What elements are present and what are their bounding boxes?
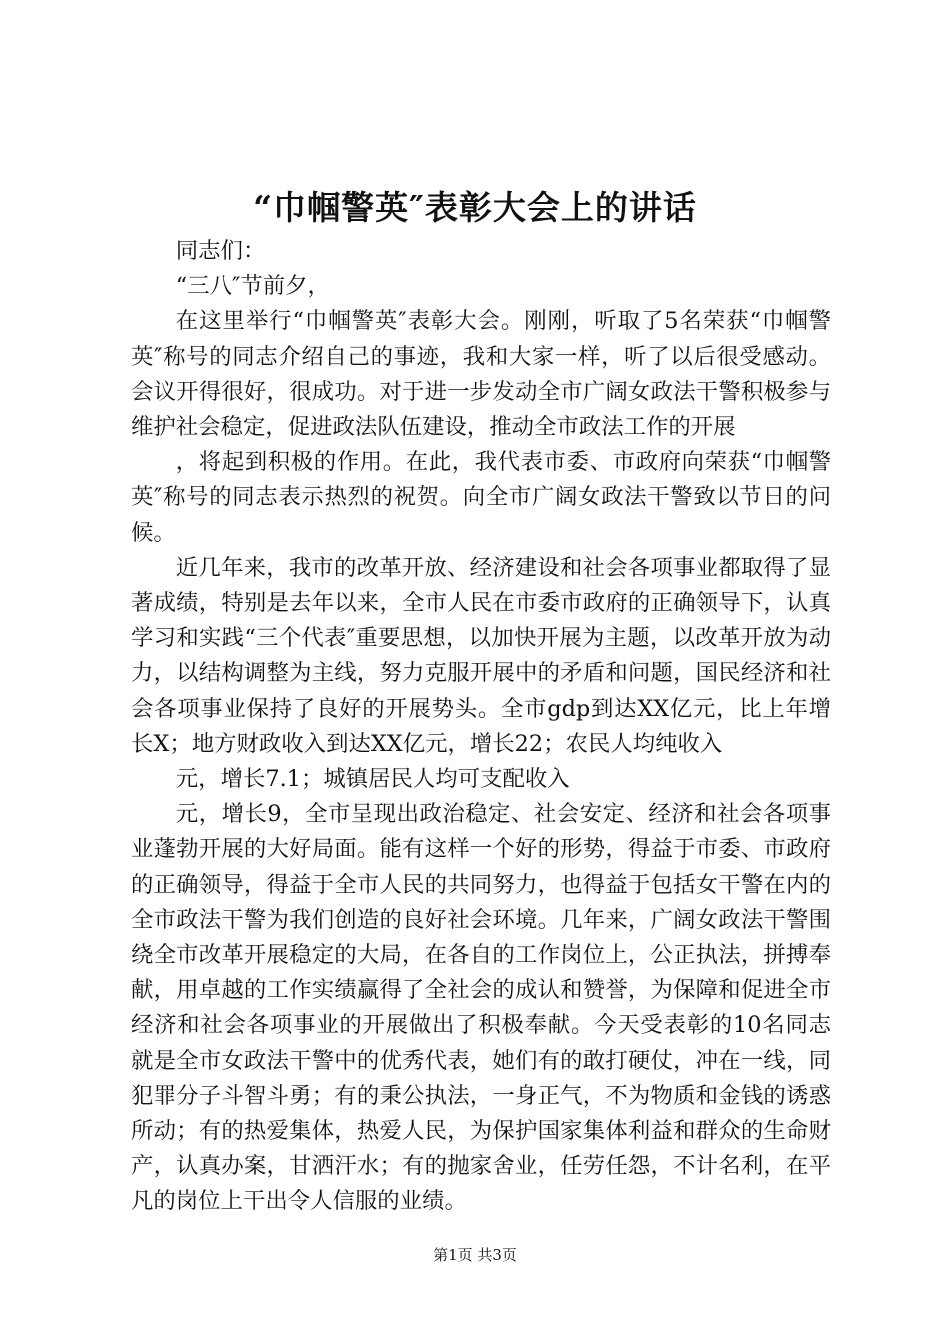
body-paragraph: 元，增长7.1；城镇居民人均可支配收入 <box>175 766 570 793</box>
body-paragraph: 近几年来，我市的改革开放、经济建设和社会各项事业都取得了显著成绩，特别是去年以来，全市人民在市委市政府的正确领导下，认真学习和实践“三个代表″重要思想，以加快开展为主题，以改革开放为动力，以结构调整为主线，努力克服开展中的矛盾和问题，国民经济和社会各项事业保持了良好的开展势头。全市gdp到达XX亿元，比上年增长X；地方财政收入到达XX亿元，增长22；农民人均纯收入 <box>131 554 831 757</box>
document-body <box>131 234 831 1220</box>
body-paragraph: 在这里举行“巾帼警英″表彰大会。刚刚，听取了5名荣获“巾帼警英″称号的同志介绍自己的事迹，我和大家一样，听了以后很受感动。会议开得很好，很成功。对于进一步发动全市广阔女政法干警积极参与维护社会稳定，促进政法队伍建设，推动全市政法工作的开展 <box>131 308 831 441</box>
body-paragraph: ，将起到积极的作用。在此，我代表市委、市政府向荣获“巾帼警英″称号的同志表示热烈的祝贺。向全市广阔女政法干警致以节日的问候。 <box>131 449 831 546</box>
page-number-footer: 第1页 共3页 <box>433 1246 517 1264</box>
salutation-paragraph: 同志们： <box>175 238 266 264</box>
body-paragraph: “三八″节前夕， <box>175 273 330 300</box>
document-title: “巾帼警英″表彰大会上的讲话 <box>253 188 697 227</box>
body-paragraph: 元，增长9，全市呈现出政治稳定、社会安定、经济和社会各项事业蓬勃开展的大好局面。能有这样一个好的形势，得益于市委、市政府的正确领导，得益于全市人民的共同努力，也得益于包括女干警在内的全市政法干警为我们创造的良好社会环境。几年来，广阔女政法干警围绕全市改革开展稳定的大局，在各自的工作岗位上，公正执法，拼搏奉献，用卓越的工作实绩赢得了全社会的成认和赞誉，为保障和促进全市经济和社会各项事业的开展做出了积极奉献。今天受表彰的10名同志就是全市女政法干警中的优秀代表，她们有的敢打硬仗，冲在一线，同犯罪分子斗智斗勇；有的秉公执法，一身正气，不为物质和金钱的诱惑所动；有的热爱集体，热爱人民，为保护国家集体利益和群众的生命财产，认真办案，甘洒汗水；有的抛家舍业，任劳任怨，不计名利，在平凡的岗位上干出令人信服的业绩。 <box>131 801 831 1215</box>
